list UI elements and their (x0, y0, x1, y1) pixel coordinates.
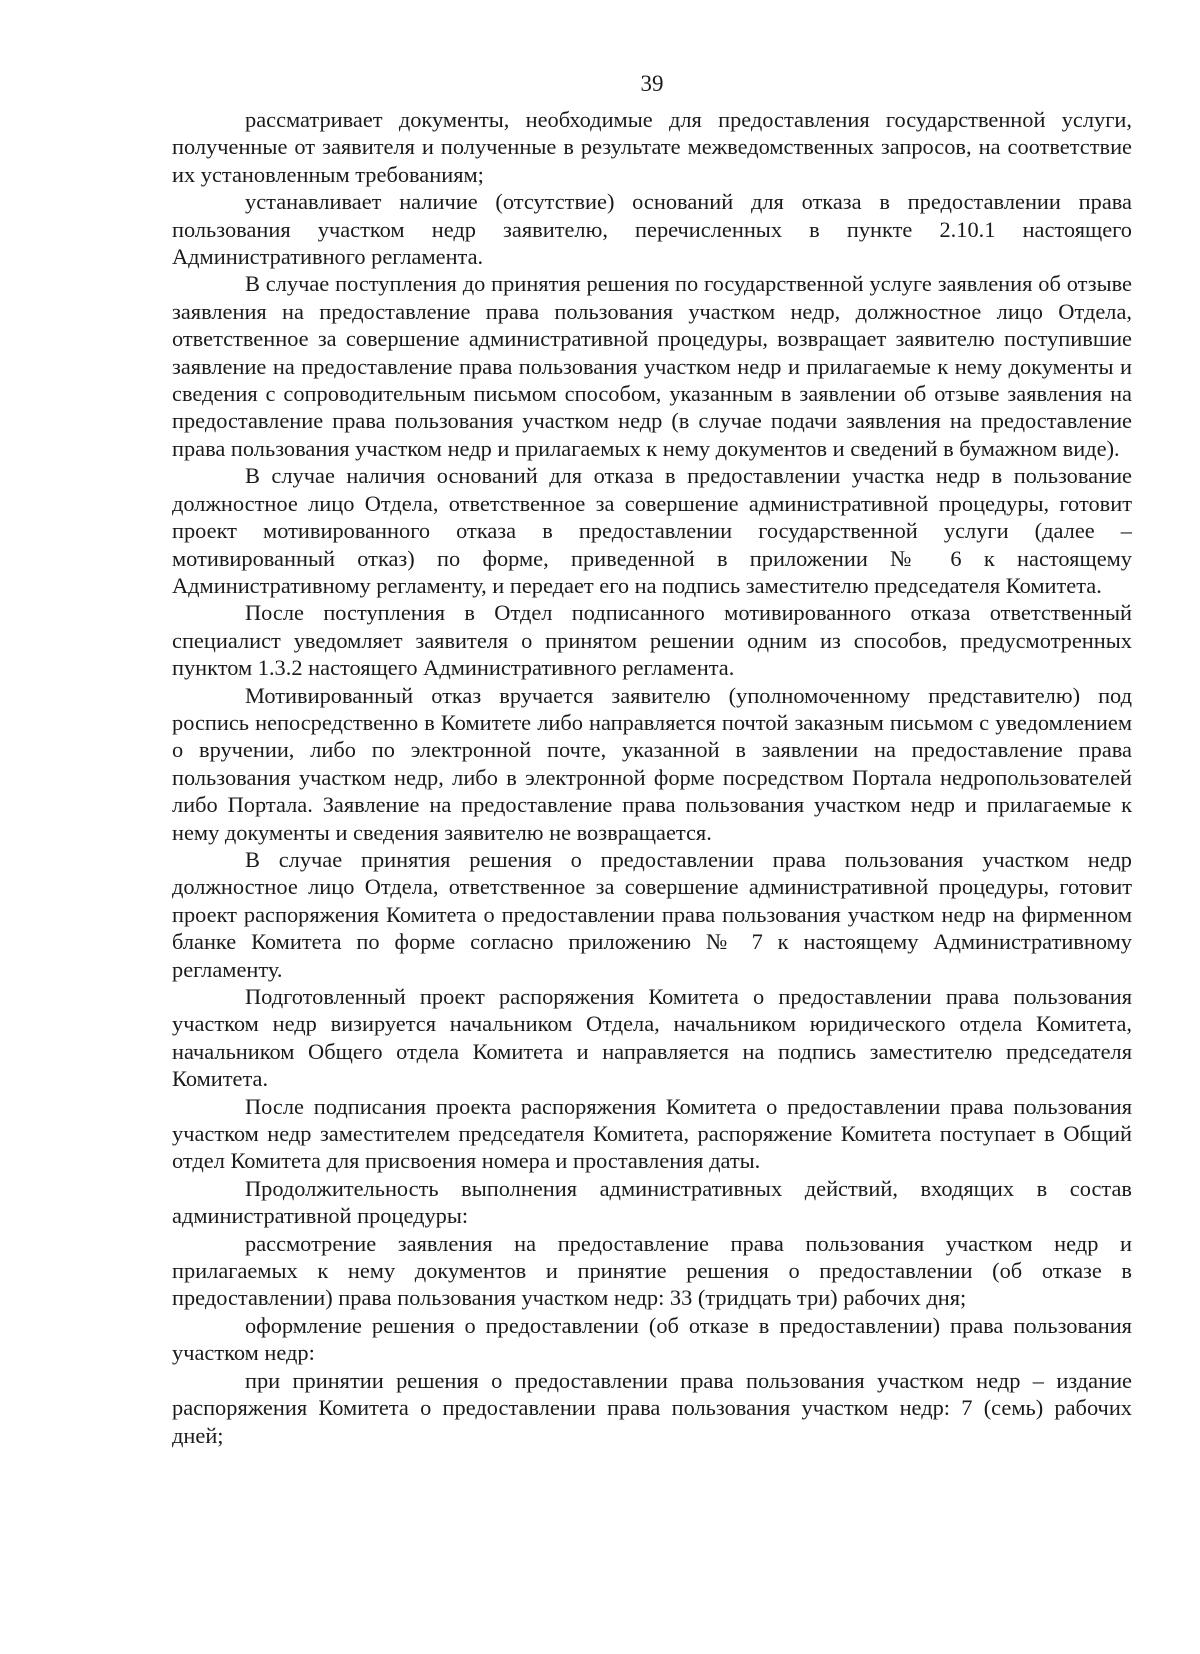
page-number: 39 (640, 71, 664, 96)
paragraph-11: рассмотрение заявления на предоставление права пользования участком недр и прилагаемых к нему документов и принятие решения о предоставлении (об отказе в предоставлении) права пользования участком недр: 33 (тридцать три) рабочих дня; (172, 1230, 1132, 1311)
paragraph-2: устанавливает наличие (отсутствие) оснований для отказа в предоставлении права пользования участком недр заявителю, перечисленных в пункте 2.10.1 настоящего Административного регламента. (172, 189, 1132, 270)
document-page (172, 70, 1132, 1449)
paragraph-1: рассматривает документы, необходимые для предоставления государственной услуги, полученные от заявителя и полученные в результате межведомственных запросов, на соответствие их установленным требованиям; (172, 107, 1132, 187)
paragraph-5: После поступления в Отдел подписанного мотивированного отказа ответственный специалист уведомляет заявителя о принятом решении одним из способов, предусмотренных пунктом 1.3.2 настоящего Административного регламента. (172, 600, 1132, 681)
paragraph-4: В случае наличия оснований для отказа в предоставлении участка недр в пользование должностное лицо Отдела, ответственное за совершение административной процедуры, готовит проект мотивированного отказа в предоставлении государственной услуги (далее – мотивированный отказ) по форме, приведенной в приложении № 6 к настоящему Административному регламенту, и передает его на подпись заместителю председателя Комитета. (172, 463, 1132, 598)
paragraph-9: После подписания проекта распоряжения Комитета о предоставлении права пользования участком недр заместителем председателя Комитета, распоряжение Комитета поступает в Общий отдел Комитета для присвоения номера и проставления даты. (172, 1093, 1132, 1174)
paragraph-3: В случае поступления до принятия решения по государственной услуге заявления об отзыве заявления на предоставление права пользования участком недр, должностное лицо Отдела, ответственное за совершение административной процедуры, возвращает заявителю поступившие заявление на предоставление права пользования участком недр и прилагаемые к нему документы и сведения с сопроводительным письмом способом, указанным в заявлении об отзыве заявления на предоставление права пользования участком недр (в случае подачи заявления на предоставление права пользования участком недр и прилагаемых к нему документов и сведений в бумажном виде). (172, 271, 1132, 461)
paragraph-12: оформление решения о предоставлении (об отказе в предоставлении) права пользования участком недр: (172, 1312, 1132, 1366)
paragraph-6: Мотивированный отказ вручается заявителю (уполномоченному представителю) под роспись непосредственно в Комитете либо направляется почтой заказным письмом с уведомлением о вручении, либо по электронной почте, указанной в заявлении на предоставление права пользования участком недр, либо в электронной форме посредством Портала недропользователей либо Портала. Заявление на предоставление права пользования участком недр и прилагаемые к нему документы и сведения заявителю не возвращается. (172, 682, 1132, 845)
paragraph-10: Продолжительность выполнения административных действий, входящих в состав административной процедуры: (172, 1175, 1132, 1229)
paragraph-7: В случае принятия решения о предоставлении права пользования участком недр должностное лицо Отдела, ответственное за совершение административной процедуры, готовит проект распоряжения Комитета о предоставлении права пользования участком недр на фирменном бланке Комитета по форме согласно приложению № 7 к настоящему Административному регламенту. (172, 846, 1132, 982)
paragraph-13: при принятии решения о предоставлении права пользования участком недр – издание распоряжения Комитета о предоставлении права пользования участком недр: 7 (семь) рабочих дней; (172, 1367, 1132, 1448)
paragraph-8: Подготовленный проект распоряжения Комитета о предоставлении права пользования участком недр визируется начальником Отдела, начальником юридического отдела Комитета, начальником Общего отдела Комитета и направляется на подпись заместителю председателя Комитета. (172, 984, 1132, 1092)
